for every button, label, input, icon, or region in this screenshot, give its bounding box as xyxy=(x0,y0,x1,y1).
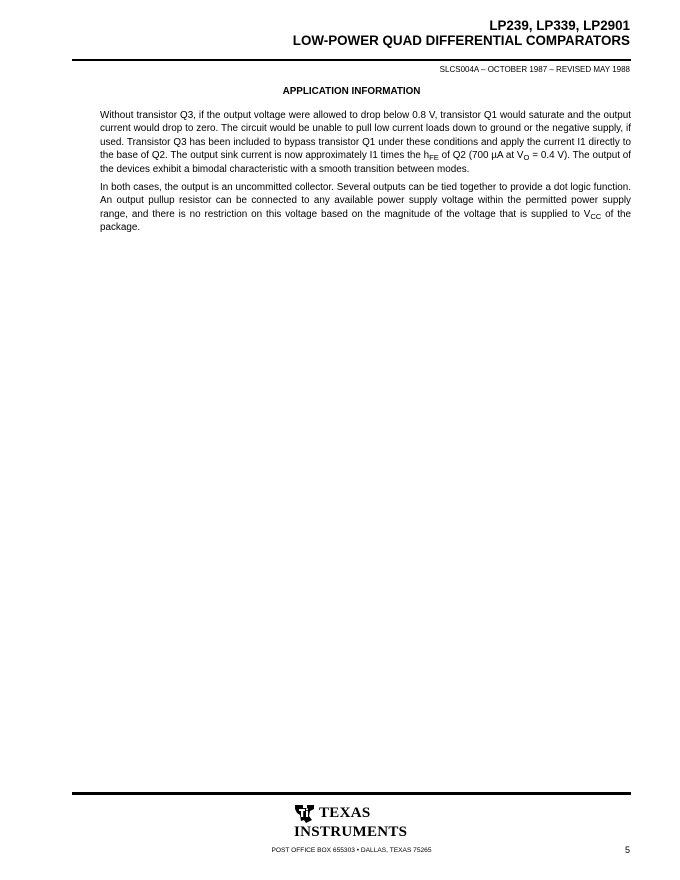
revision-info: SLCS004A – OCTOBER 1987 – REVISED MAY 1988 xyxy=(439,65,630,74)
para2-end: of the package. xyxy=(100,208,632,234)
paragraph-2 xyxy=(100,181,631,235)
header-rule xyxy=(72,59,631,61)
ti-emblem-icon xyxy=(293,803,317,825)
vo-subscript: O xyxy=(523,153,530,163)
document-title xyxy=(293,18,630,48)
body-text xyxy=(100,109,631,240)
footer-rule xyxy=(72,792,631,795)
texas-instruments-logo xyxy=(293,803,413,843)
para1-text: Without transistor Q3, if the output voltage were allowed to drop below 0.8 V, transistor Q1 would saturate and the output current would drop to zero. The circuit would be unable to pull low current loads down to ground or the negative supply, if used. Transistor Q3 has been included to bypass transistor Q1 under these conditions and apply the current I1 directly to the base of Q2. The output sink current is now approximately I1 times the xyxy=(100,110,631,162)
para1-end: = 0.4 V). The output of the devices exhibit a bimodal characteristic with a smooth transition between modes. xyxy=(100,150,631,175)
paragraph-1 xyxy=(100,109,631,176)
section-heading: APPLICATION INFORMATION xyxy=(282,86,421,97)
footer-address: POST OFFICE BOX 655303 • DALLAS, TEXAS 75265 xyxy=(271,847,432,854)
para2-text: In both cases, the output is an uncommitted collector. Several outputs can be tied together to provide a dot logic function. An output pullup resistor can be connected to any available power supply voltage within the permitted power supply range, and there is no restriction on this voltage based on the magnitude of the voltage that is supplied to V xyxy=(100,182,631,220)
vcc-subscript: CC xyxy=(590,211,602,221)
logo-word-texas: TEXAS xyxy=(319,805,371,821)
title-description: LOW-POWER QUAD DIFFERENTIAL COMPARATORS xyxy=(292,33,630,48)
hfe-subscript: FE xyxy=(429,153,439,163)
hfe-symbol: h xyxy=(423,150,430,162)
para1-mid: of Q2 (700 µA at V xyxy=(438,150,524,162)
page-number: 5 xyxy=(624,845,630,855)
title-part-numbers: LP239, LP339, LP2901 xyxy=(489,18,630,33)
logo-word-instruments: INSTRUMENTS xyxy=(294,824,408,840)
